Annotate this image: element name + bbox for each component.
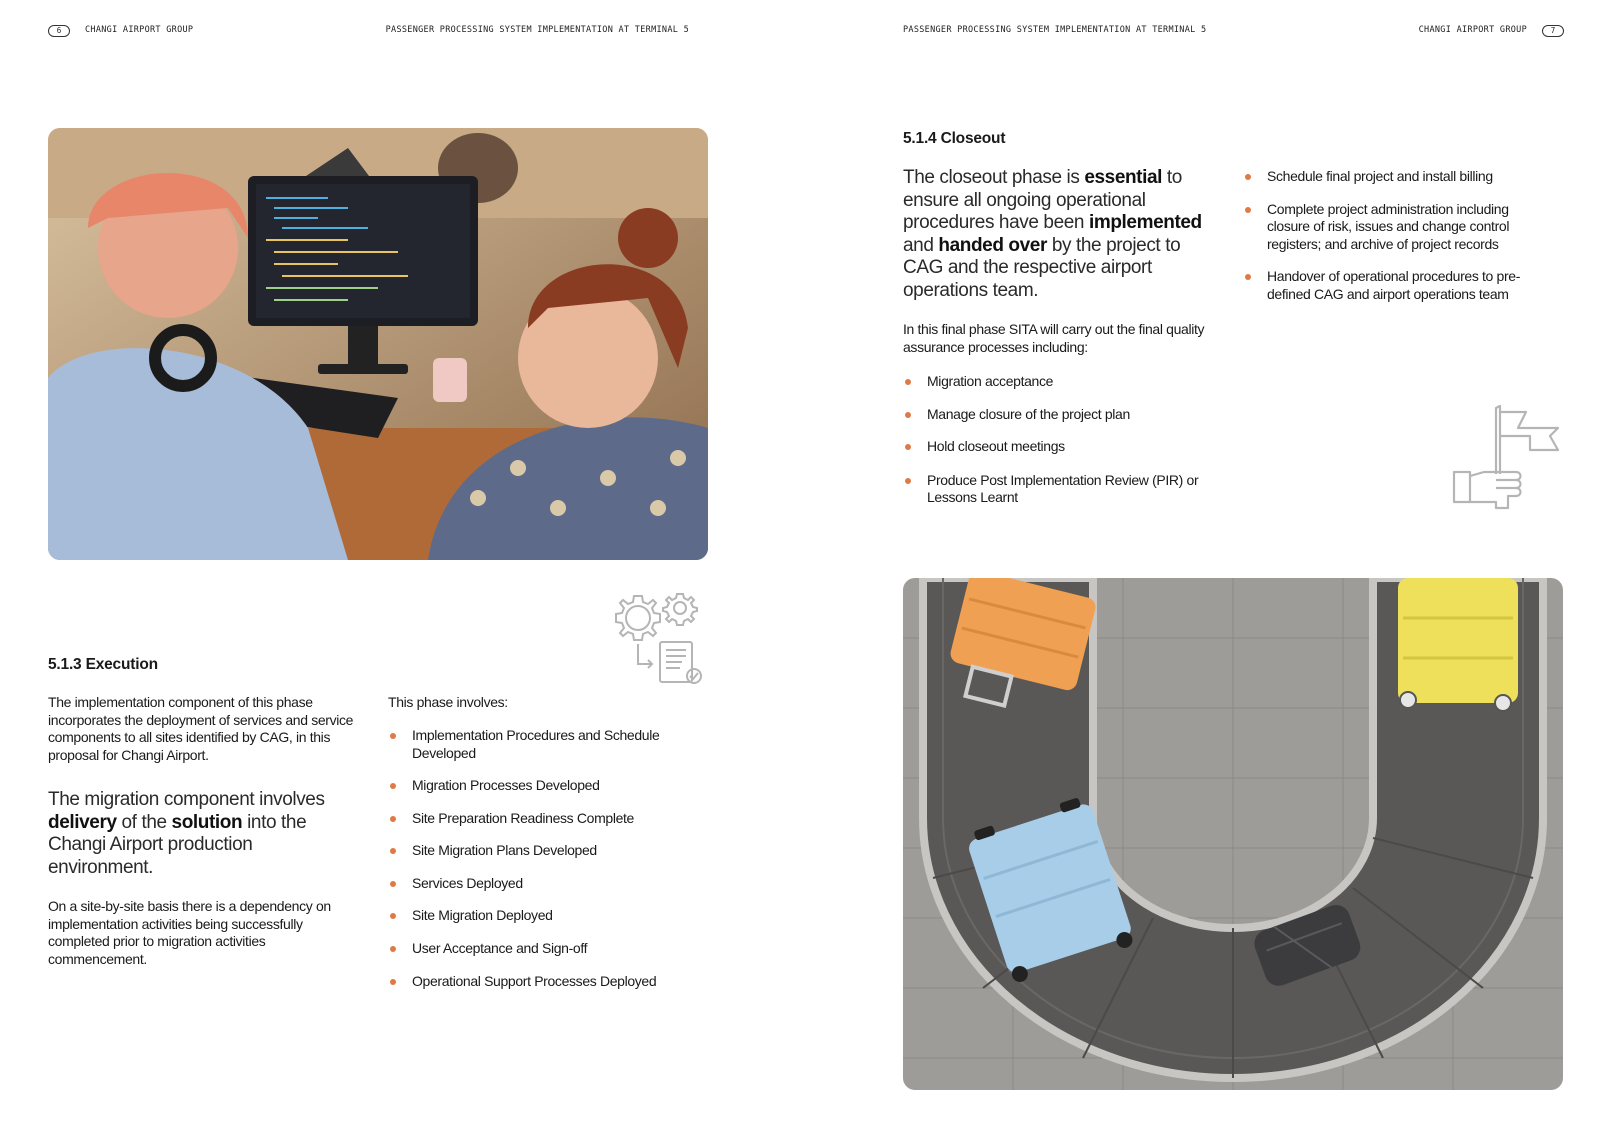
list-item: Hold closeout meetings bbox=[903, 438, 1223, 456]
baggage-carousel-photo bbox=[903, 578, 1563, 1090]
phase-list-intro: This phase involves: bbox=[388, 694, 508, 710]
lead-text: to ensure all ongoing operational procedures have been bbox=[903, 167, 1182, 233]
baggage-carousel-photo bbox=[903, 578, 1563, 1090]
list-item: Migration acceptance bbox=[903, 373, 1223, 391]
section-title-execution: 5.1.3 Execution bbox=[48, 656, 158, 673]
list-item: Site Migration Deployed bbox=[388, 907, 708, 925]
closeout-admin-list bbox=[1243, 168, 1553, 303]
list-item: Schedule final project and install billing bbox=[1243, 168, 1553, 186]
lead-text: of the bbox=[116, 811, 172, 833]
list-item: Manage closure of the project plan bbox=[903, 406, 1223, 424]
section-title-closeout: 5.1.4 Closeout bbox=[903, 130, 1006, 147]
developers-at-computer-photo bbox=[48, 128, 708, 560]
page-number-badge bbox=[1542, 25, 1564, 37]
page-number-badge bbox=[48, 25, 70, 37]
header-document-title: PASSENGER PROCESSING SYSTEM IMPLEMENTATION AT TERMINAL 5 bbox=[385, 25, 689, 35]
lead-text: The closeout phase is bbox=[903, 167, 1085, 188]
header-document-title: PASSENGER PROCESSING SYSTEM IMPLEMENTATION AT TERMINAL 5 bbox=[903, 25, 1207, 35]
office-photo bbox=[48, 128, 708, 560]
page-number: 6 bbox=[56, 26, 62, 35]
page-number: 7 bbox=[1550, 26, 1556, 35]
lead-emphasis: essential bbox=[1084, 167, 1163, 188]
list-item: Migration Processes Developed bbox=[388, 777, 708, 795]
list-item: Services Deployed bbox=[388, 875, 708, 893]
header-org-name: CHANGI AIRPORT GROUP bbox=[85, 25, 194, 35]
list-item: Complete project administration including closure of risk, issues and change control registers; and archive of project records bbox=[1243, 201, 1553, 254]
list-item: Site Migration Plans Developed bbox=[388, 842, 708, 860]
execution-intro: The implementation component of this phase incorporates the deployment of services and service components to all sites identified by CAG, in this proposal for Changi Airport. bbox=[48, 694, 354, 763]
list-item: Implementation Procedures and Schedule Developed bbox=[388, 727, 708, 762]
lead-emphasis: implemented bbox=[1088, 212, 1202, 233]
lead-emphasis: delivery bbox=[48, 811, 117, 833]
gears-document-icon bbox=[610, 590, 706, 686]
qa-process-list bbox=[903, 373, 1223, 507]
header-org-name: CHANGI AIRPORT GROUP bbox=[1418, 25, 1527, 35]
execution-dependency-note: On a site-by-site basis there is a dependency on implementation activities being successfully completed prior to migration activities commencement. bbox=[48, 898, 331, 967]
list-item: Produce Post Implementation Review (PIR) or Lessons Learnt bbox=[903, 472, 1223, 507]
list-item: Site Preparation Readiness Complete bbox=[388, 810, 708, 828]
lead-text: and bbox=[903, 234, 939, 256]
list-item: Operational Support Processes Deployed bbox=[388, 973, 708, 991]
qa-intro: In this final phase SITA will carry out the final quality assurance processes including: bbox=[903, 321, 1205, 355]
lead-emphasis: solution bbox=[171, 811, 243, 833]
execution-lead-statement bbox=[48, 789, 358, 879]
list-item: Handover of operational procedures to pre-defined CAG and airport operations team bbox=[1243, 268, 1553, 303]
closeout-lead-statement bbox=[903, 167, 1223, 302]
lead-emphasis: handed over bbox=[938, 234, 1047, 256]
list-item: User Acceptance and Sign-off bbox=[388, 940, 708, 958]
lead-text: by the project to CAG and the respective airport operations team. bbox=[903, 234, 1181, 301]
thumbs-up-flag-icon bbox=[1450, 402, 1562, 514]
phase-activities-list bbox=[388, 727, 708, 991]
lead-text: into the Changi Airport production environment. bbox=[48, 811, 307, 878]
lead-text: The migration component involves bbox=[48, 789, 325, 810]
